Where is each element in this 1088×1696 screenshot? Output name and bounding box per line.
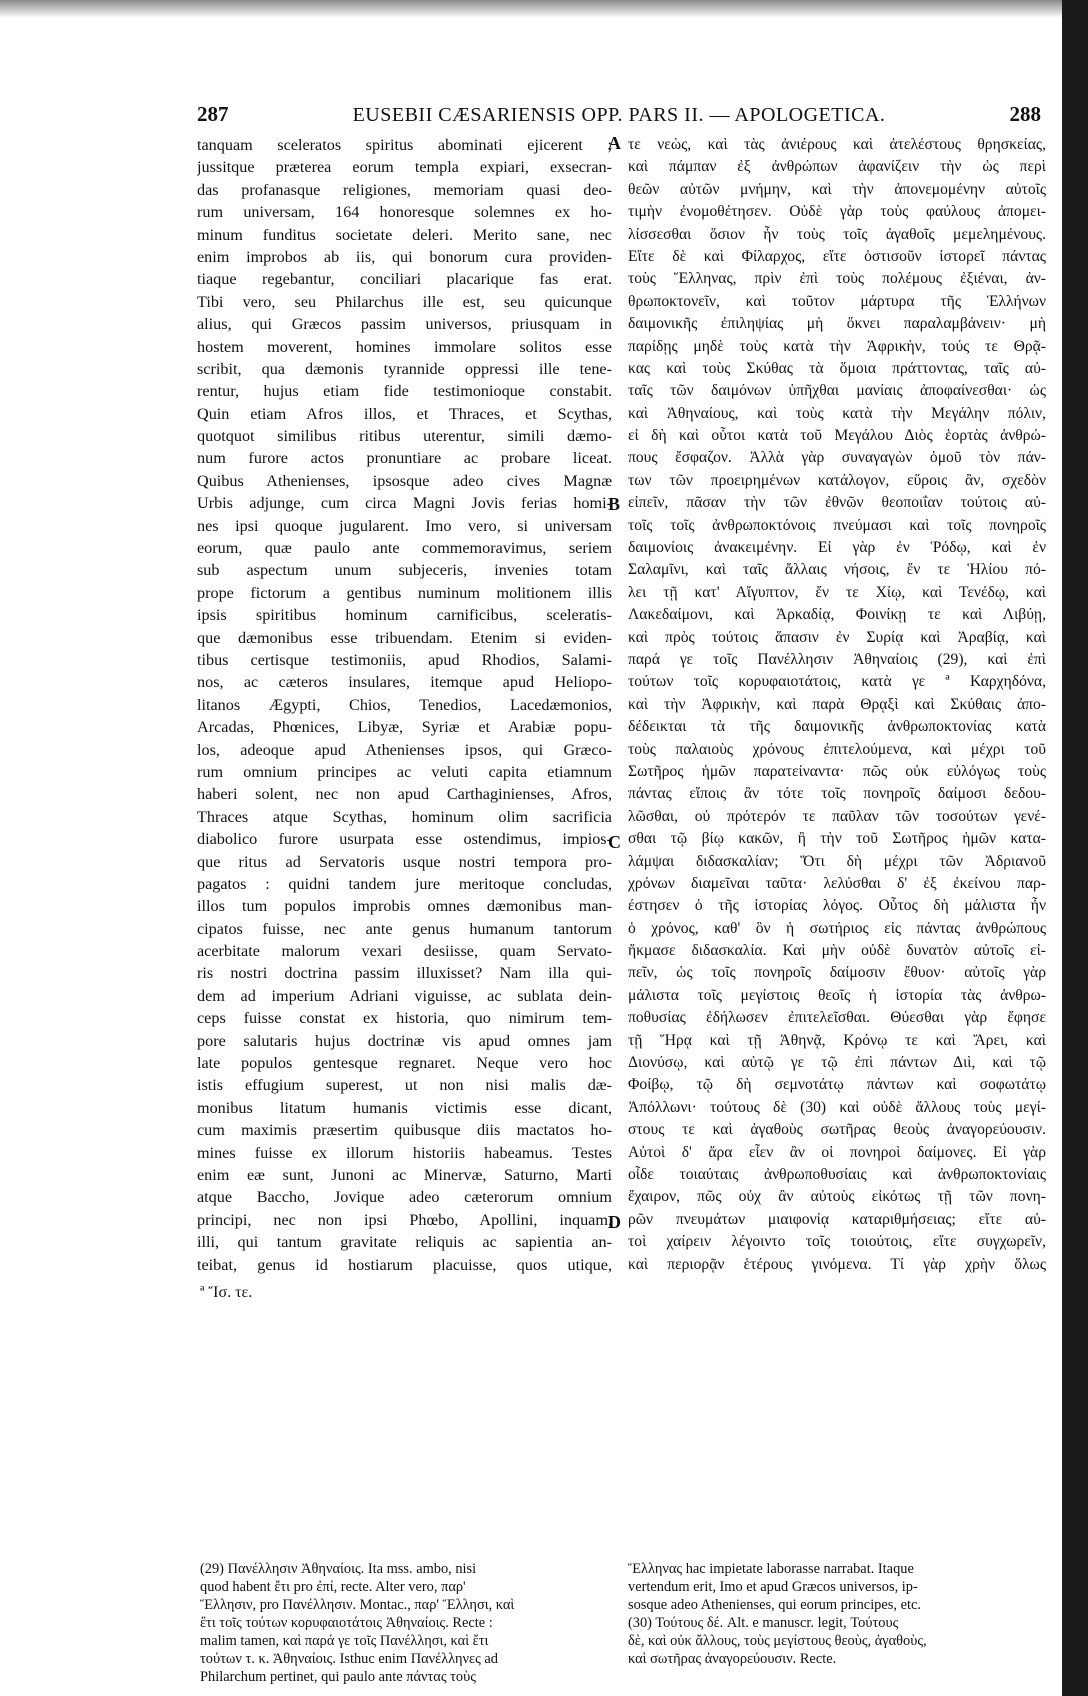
- margin-marker-b: B: [608, 494, 621, 514]
- greek-text-line: Αὐτοὶ δ' ἄρα εἶεν ἂν οἱ πονηροὶ δαίμονες. Εἰ γὰρ: [628, 1143, 1046, 1161]
- greek-text-line: Φοίβῳ, τῷ δὴ σεμνοτάτῳ πάντων καὶ σοφωτάτῳ: [628, 1076, 1046, 1094]
- note-line: Philarchum pertinet, qui paulo ante πάντας τοὺς: [200, 1669, 476, 1685]
- latin-text-line: num furore actos pronuntiare ac probare liceat.: [197, 449, 612, 468]
- scan-top-edge: [0, 0, 1088, 18]
- greek-text-line: παρά γε τοῖς Πανέλλησιν Ἀθηναίοις (29), καὶ ἐπὶ: [628, 650, 1046, 668]
- latin-text-line: late populos gentesque regnaret. Neque vero hoc: [197, 1054, 612, 1073]
- greek-text-line: ἔχαιρον, πῶς οὐχ ἂν αὐτοὺς εἰκότως τῇ τῶν πονη-: [628, 1188, 1046, 1206]
- note-line: malim tamen, καὶ παρά γε τοῖς Πανέλλησι, καὶ ἔτι: [200, 1633, 489, 1649]
- running-header: [197, 100, 1041, 132]
- latin-text-line: nes ipsi quoque jugularent. Imo vero, si universam: [197, 516, 612, 535]
- latin-text-line: atque Baccho, Jovique adeo cæterorum omnium: [197, 1188, 612, 1207]
- greek-text-line: τιμὴν ἐνομοθέτησεν. Οὐδὲ γὰρ τοὺς φαύλους ἀπομει-: [628, 203, 1046, 221]
- latin-text-line: ris nostri doctrina passim illuxisset? Nam illa qui-: [197, 964, 612, 983]
- latin-text-line: que ritus ad Servatoris usque nostri tempora pro-: [197, 852, 612, 871]
- latin-text-line: minum funditus societate deleri. Merito sane, nec: [197, 225, 612, 244]
- greek-column: [628, 134, 1046, 1276]
- latin-text-line: sub aspectum unum subjeceris, invenies totam: [197, 561, 612, 580]
- greek-text-line: έστησεν ὁ τῆς ἱστορίας λόγος. Οὗτος δὴ μάλιστα ἦν: [628, 897, 1046, 915]
- greek-text-line: πάντας εἴποις ἂν τότε τοῖς πονηροῖς δαίμοσι δεδου-: [628, 785, 1046, 803]
- scan-right-border: [1062, 0, 1088, 1696]
- latin-text-line: scribit, qua dæmonis tyrannide oppressi ille tene-: [197, 359, 612, 378]
- latin-text-line: acerbitate malorum vexari desiisse, quam Servato-: [197, 942, 612, 961]
- greek-text-line: κας καὶ τοὺς Σκύθας τὰ ὅμοια πράττοντας, ταῖς αὐ-: [628, 359, 1046, 377]
- greek-text-line: τοὺς παλαιοὺς χρόνους ἐπιτελούμενα, καὶ μέχρι τοῦ: [628, 740, 1046, 758]
- latin-text-line: los, adeoque apud Athenienses ipsos, qui Græco-: [197, 740, 612, 759]
- latin-text-line: enim improbos ab iis, qui bonorum cura providen-: [197, 247, 612, 266]
- latin-text-line: Tibi vero, seu Philarchus ille est, seu quicunque: [197, 292, 612, 311]
- latin-text-line: dem ad imperium Adriani viguisse, ac sublata dein-: [197, 986, 612, 1005]
- greek-text-line: δαιμονίοις ἀνακειμένην. Εἰ γὰρ ἐν Ῥόδῳ, καὶ ἐν: [628, 539, 1046, 557]
- note-line: (29) Πανέλλησιν Ἀθηναίοις. Ita mss. ambo, nisi: [200, 1561, 477, 1577]
- margin-marker-c: C: [608, 832, 621, 852]
- greek-text-line: ἤκμασε διδασκαλία. Καὶ μὴν οὐδὲ δυνατὸν αὐτοῖς εἰ-: [628, 942, 1046, 960]
- greek-text-line: εἰπεῖν, πᾶσαν τὴν τῶν ἐθνῶν θεοποιΐαν τούτοις αὐ-: [628, 494, 1046, 512]
- greek-text-line: καὶ πρὸς τούτοις ἅπασιν ἐν Συρίᾳ καὶ Ἀραβίᾳ, καὶ: [628, 628, 1046, 646]
- greek-text-line: σθαι τῷ βίῳ κακῶν, ἢ τὴν τοῦ Σωτῆρος ἡμῶν κατα-: [628, 830, 1046, 848]
- latin-text-line: Urbis adjunge, cum circa Magni Jovis ferias homi-: [197, 494, 612, 513]
- greek-text-line: ταῖς τῶν δαιμόνων ὑπῆχθαι μανίαις ἀποφαίνεσθαι· ὡς: [628, 382, 1046, 400]
- latin-text-line: nos, ac cæteros insulares, itemque apud Heliopo-: [197, 673, 612, 692]
- latin-text-line: hostem moverent, homines immolare solitos esse: [197, 337, 612, 356]
- greek-text-line: λει τῇ κατ' Αἴγυπτον, ἔν τε Χίῳ, καὶ Τενέδῳ, καὶ: [628, 583, 1046, 601]
- greek-text-line: καὶ περιορᾷν ἑτέρους γινόμενα. Τί γὰρ χρὴν ὅλως: [628, 1255, 1046, 1273]
- greek-text-line: τῇ Ἥρᾳ καὶ τῇ Ἀθηνᾷ, Κρόνῳ τε καὶ Ἄρει, καὶ: [628, 1031, 1046, 1049]
- latin-text-line: pore salutaris hujus doctrinæ vis apud omnes jam: [197, 1031, 612, 1050]
- margin-marker-a: A: [608, 133, 621, 153]
- latin-text-line: monibus litatum humanis victimis esse dicant,: [197, 1098, 612, 1117]
- greek-text-line: Σαλαμῖνι, καὶ ταῖς ἄλλαις νήσοις, ἔν τε Ἡλίου πό-: [628, 561, 1046, 579]
- greek-text-line: τε νεὼς, καὶ τὰς ἀνιέρους καὶ ἀτελέστους θρησκείας,: [628, 136, 1046, 153]
- latin-text-line: illos tum populos improbis omnes dæmonibus man-: [197, 897, 612, 916]
- critical-notes-right: [628, 1560, 1046, 1668]
- latin-text-line: que dæmonibus esse tribuendam. Etenim si eviden-: [197, 628, 612, 647]
- note-line: Ἕλληνας hac impietate laborasse narrabat. Itaque: [628, 1561, 914, 1577]
- latin-text-line: tanquam sceleratos spiritus abominati ejicerent ;: [197, 136, 612, 154]
- latin-text-line: alius, qui Græcos passim universos, priusquam in: [197, 315, 612, 334]
- greek-text-line: μάλιστα τοῖς μεγίστοις θεοῖς ἡ ἱστορία τὰς ἀνθρω-: [628, 986, 1046, 1004]
- latin-text-line: teibat, genus id hostiarum placuisse, quos utique,: [197, 1255, 612, 1274]
- latin-text-line: eorum, quæ paulo ante commemoravimus, seriem: [197, 539, 612, 558]
- latin-text-line: tiaque regebantur, conciliari placarique fas erat.: [197, 270, 612, 289]
- greek-text-line: λάμψαι διδασκαλίαν; Ὅτι δὴ μέχρι τῶν Ἀδριανοῦ: [628, 852, 1046, 870]
- latin-text-line: Quin etiam Afros illos, et Thraces, et Scythas,: [197, 404, 612, 423]
- latin-text-line: jussitque præterea eorum templa expiari, exsecran-: [197, 158, 612, 177]
- note-line: Ἕλλησιν, pro Πανέλλησιν. Montac., παρ' Ἕλλησι, καὶ: [200, 1597, 515, 1613]
- greek-text-line: εἰ δὴ καὶ οὗτοι κατὰ τοῦ Μεγάλου Διὸς ἑορτὰς ἀνθρώ-: [628, 427, 1046, 445]
- latin-text-line: ceps fuisse constat ex historia, quo nimirum tem-: [197, 1009, 612, 1028]
- greek-text-line: παρίδῃς μηδὲ τοὺς κατὰ τὴν Ἀφρικὴν, τούς τε Θρᾷ-: [628, 337, 1046, 355]
- latin-text-line: prope fictorum a gentibus numinum molitionem illis: [197, 583, 612, 602]
- latin-text-line: rentur, hujus etiam fide testimonioque constabit.: [197, 382, 612, 401]
- note-line: ἔτι τοῖς τούτων κορυφαιοτάτοις Ἀθηναίοις. Recte :: [200, 1615, 493, 1631]
- greek-text-line: Λακεδαίμονι, καὶ Ἀρκαδίᾳ, Φοινίκῃ τε καὶ Λιβύῃ,: [628, 606, 1046, 624]
- latin-text-line: illi, qui tantum gravitate reliquis ac sapientia an-: [197, 1233, 612, 1252]
- greek-text-line: θρωποκτονεῖν, καὶ τοῦτον μάρτυρα τῆς Ἑλλήνων: [628, 292, 1046, 310]
- note-line: τούτων τ. κ. Ἀθηναίοις. Isthuc enim Πανέλληνες ad: [200, 1651, 498, 1667]
- latin-text-line: Arcadas, Phœnices, Libyæ, Syriæ et Arabiæ popu-: [197, 718, 612, 737]
- latin-text-line: mines fuisse ex illorum historiis habeamus. Testes: [197, 1143, 612, 1162]
- greek-text-line: των τῶν προειρημένων κατάλογον, εὕροις ἂν, σχεδὸν: [628, 471, 1046, 489]
- greek-text-line: ὁ χρόνος, καθ' ὃν ἡ σωτήριος εἰς πάντας ἀνθρώπους: [628, 919, 1046, 937]
- latin-text-line: das profanasque religiones, memoriam quasi deo-: [197, 180, 612, 199]
- greek-text-line: στους τε καὶ ἀγαθοὺς σωτῆρας θεοὺς ἀναγορεύουσιν.: [628, 1121, 1046, 1139]
- greek-text-line: καὶ πάμπαν ἐξ ἀνθρώπων ἀφανίζειν τὴν ὡς περὶ: [628, 158, 1046, 176]
- greek-text-line: τοὶ χαίρειν λέγοιντο τοῖς τοιούτοις, εἴτε συγχωρεῖν,: [628, 1233, 1046, 1251]
- greek-text-line: λῶσθαι, οὐ πρότερόν τε παῦλαν τῶν τοσούτων γενέ-: [628, 807, 1046, 825]
- latin-text-line: litanos Ægypti, Chios, Tenedios, Lacedæmonios,: [197, 695, 612, 714]
- greek-text-line: τούτων τοῖς κορυφαιοτάτοις, κατὰ γε ª Καρχηδόνα,: [628, 673, 1046, 691]
- latin-text-line: diabolico furore usurpata esse ostendimus, impios-: [197, 830, 612, 849]
- note-line: quod habent ἔτι pro ἐπί, recte. Alter vero, παρ': [200, 1579, 466, 1595]
- greek-text-line: πεῖν, ὡς τοῖς πονηροῖς δαίμοσιν ἔθυον· αὐτοῖς γὰρ: [628, 964, 1046, 982]
- latin-text-line: tibus certisque testimoniis, apud Rhodios, Salami-: [197, 650, 612, 669]
- greek-text-line: χρόνων διαμεῖναι ταῦτα· λελύσθαι δ' ἐξ ἐκείνου παρ-: [628, 874, 1046, 892]
- greek-text-line: καὶ Ἀθηναίους, καὶ τοὺς κατὰ τὴν Μεγάλην πόλιν,: [628, 404, 1046, 422]
- greek-text-line: οἶδε τοιαύταις ἀνθρωποθυσίαις καὶ ἀνθρωποκτονίαις: [628, 1165, 1046, 1183]
- latin-text-line: ipsis spiritibus hominum carnificibus, sceleratis-: [197, 606, 612, 625]
- greek-text-line: θεῶν αὐτῶν μνήμην, καὶ τὴν ἀπονεμομένην αὐτοῖς: [628, 180, 1046, 198]
- greek-text-line: ρῶν πνευμάτων μιαιφονίᾳ καταριθμήσειας; εἴτε αὐ-: [628, 1210, 1046, 1228]
- greek-text-line: καὶ τὴν Ἀφρικὴν, καὶ παρὰ Θρᾳξὶ καὶ Σκύθαις ἀπο-: [628, 695, 1046, 713]
- note-line: sosque adeo Athenienses, qui eorum principes, etc.: [628, 1597, 921, 1613]
- latin-text-line: principi, nec non ipsi Phœbo, Apollini, inquam,: [197, 1210, 612, 1229]
- greek-text-line: Σωτῆρος ἡμῶν παρατείναντα· πῶς οὐκ εὐλόγως τοὺς: [628, 762, 1046, 780]
- latin-text-line: rum universam, 164 honoresque solemnes ex ho-: [197, 203, 612, 222]
- latin-text-line: rum omnium principes ac veluti capita etiamnum: [197, 762, 612, 781]
- greek-text-line: Ἀπόλλωνι· τούτους δὲ (30) καὶ οὐδὲ ἄλλους τοὺς μεγί-: [628, 1098, 1046, 1116]
- greek-text-line: λίσσεσθαι ὅσιον ἦν τοὺς τοῖς ἀγαθοῖς μεμελημένους.: [628, 225, 1046, 243]
- greek-text-line: δαιμονικῆς ἐπιληψίας μὴ ὄκνει παραλαμβάνειν· μὴ: [628, 315, 1046, 333]
- greek-text-line: ποθυσίας ἐδήλωσεν ἐπιτελεῖσθαι. Θύεσθαι γὰρ ἔφησε: [628, 1009, 1046, 1027]
- greek-text-line: Εἴτε δὲ καὶ Φίλαρχος, εἴτε ὁστισοῦν ἱστορεῖ πάντας: [628, 247, 1046, 265]
- latin-text-line: quotquot similibus ritibus uterentur, simili dæmo-: [197, 427, 612, 446]
- latin-column: [197, 134, 612, 1276]
- footnote-a: ª Ἴσ. τε.: [200, 1284, 253, 1301]
- latin-text-line: haberi solent, nec non apud Carthaginienses, Afros,: [197, 785, 612, 804]
- greek-text-line: πους ἔσφαζον. Ἀλλὰ γὰρ συναγαγὼν ὁμοῦ τὸν πάν-: [628, 449, 1046, 467]
- note-line: vertendum erit, Imo et apud Græcos universos, ip-: [628, 1579, 918, 1595]
- greek-text-line: Διονύσῳ, καὶ αὐτῷ γε τῷ ἐπὶ πάντων Διὶ, καὶ τῷ: [628, 1054, 1046, 1072]
- margin-marker-d: D: [608, 1212, 621, 1232]
- latin-text-line: enim eæ sunt, Junoni ac Minervæ, Saturno, Marti: [197, 1165, 612, 1184]
- critical-notes-left: [200, 1560, 605, 1686]
- greek-text-line: τοὺς Ἕλληνας, πρὶν ἐπὶ τοὺς πολέμους ἐξιέναι, ἀν-: [628, 270, 1046, 288]
- running-title: EUSEBII CÆSARIENSIS OPP. PARS II. — APOLOGETICA.: [352, 104, 886, 126]
- latin-text-line: cum maximis præsertim quibusque diis mactatos ho-: [197, 1121, 612, 1140]
- latin-text-line: pagatos : quidni tandem jure meritoque concludas,: [197, 874, 612, 893]
- greek-text-line: τοῖς τοῖς ἀνθρωποκτόνοις πνεύμασι καὶ τοῖς πονηροῖς: [628, 516, 1046, 534]
- greek-text-line: δέδεικται τὰ τῆς δαιμονικῆς ἀνθρωποκτονίας κατὰ: [628, 718, 1046, 736]
- latin-text-line: Thraces atque Scythas, hominum olim sacrificia: [197, 807, 612, 826]
- latin-text-line: Quibus Athenienses, ipsosque adeo cives Magnæ: [197, 471, 612, 490]
- note-line: καὶ σωτῆρας ἀναγορεύουσιν. Recte.: [628, 1651, 837, 1667]
- latin-text-line: cipatos fuisse, nec ante genus humanum tantorum: [197, 919, 612, 938]
- note-line: (30) Τούτους δέ. Alt. e manuscr. legit, Τούτους: [628, 1615, 899, 1631]
- latin-text-line: istis effugium superest, ut non nisi malis dæ-: [197, 1076, 612, 1095]
- note-line: δὲ, καὶ οὐκ ἄλλους, τοὺς μεγίστους θεοὺς, ἀγαθοὺς,: [628, 1633, 927, 1649]
- page-number-right: 288: [1009, 102, 1041, 126]
- page-number-left: 287: [197, 102, 229, 126]
